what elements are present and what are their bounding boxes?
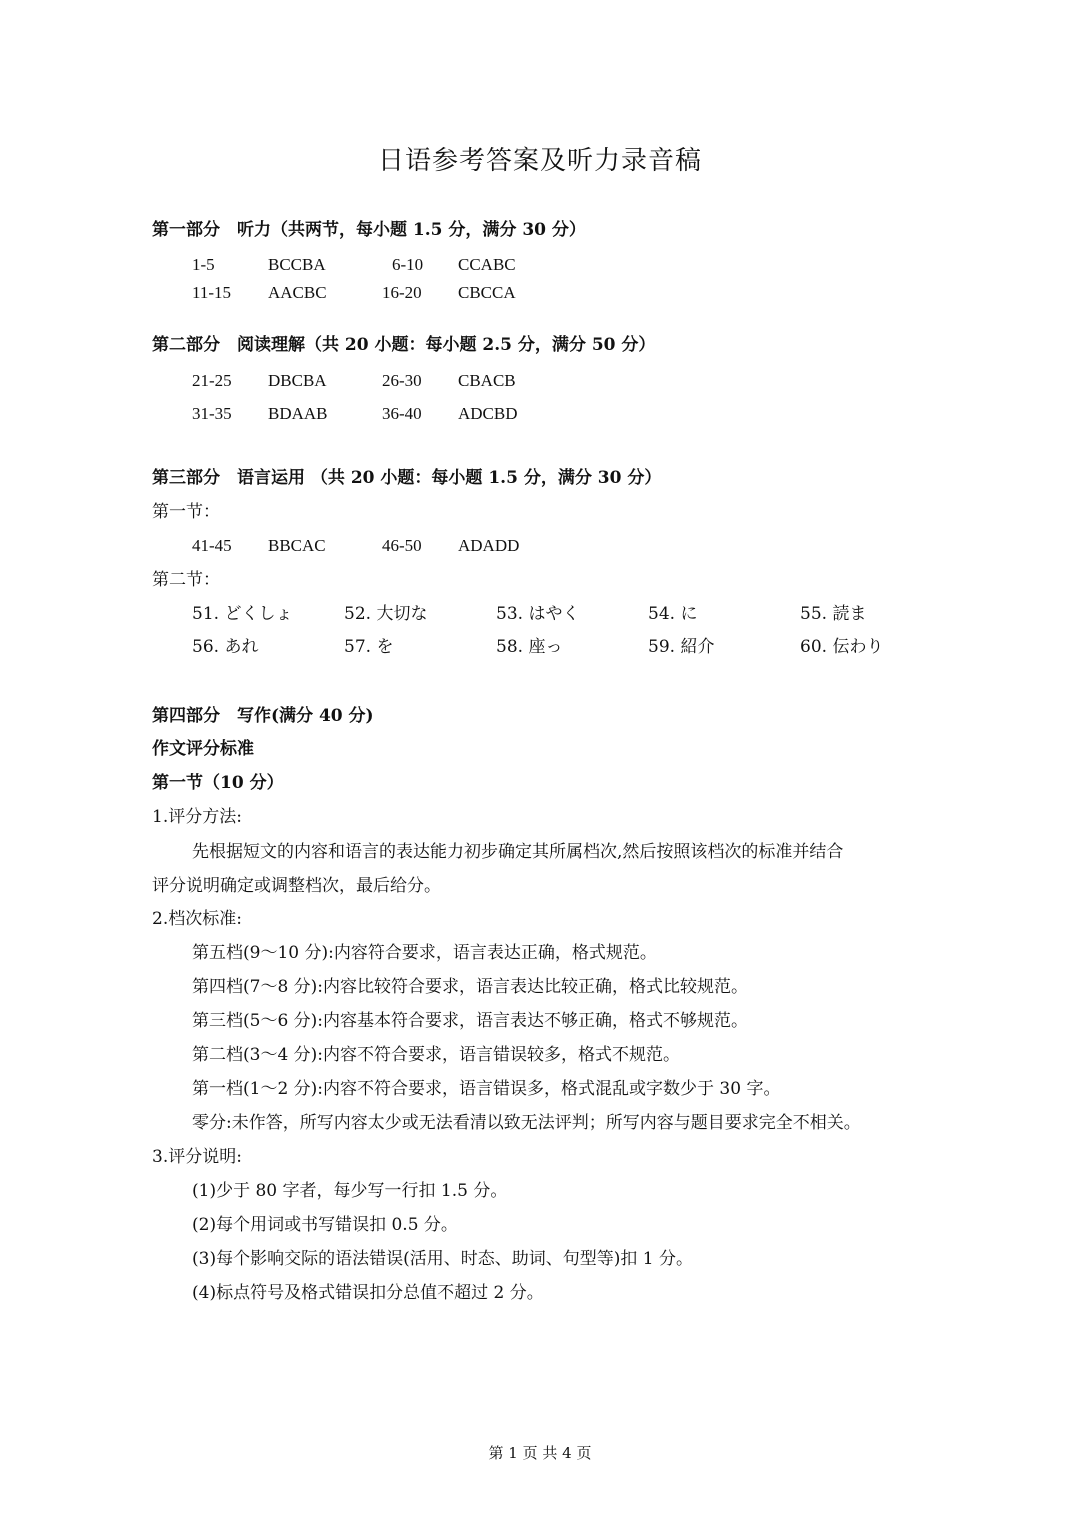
fill-answer: 53. はやく bbox=[496, 604, 580, 624]
method-label: 1.评分方法: bbox=[152, 807, 242, 827]
answer-value: ADADD bbox=[458, 536, 520, 555]
level-item: 第二档(3～4 分):内容不符合要求，语言错误较多，格式不规范。 bbox=[192, 1045, 681, 1065]
note-item: (2)每个用词或书写错误扣 0.5 分。 bbox=[192, 1215, 458, 1235]
answer-value: CCABC bbox=[458, 255, 516, 274]
fill-answer: 58. 座っ bbox=[496, 637, 563, 657]
fill-answer: 55. 読ま bbox=[800, 604, 867, 624]
page-title: 日语参考答案及听力录音稿 bbox=[377, 146, 702, 176]
fill-answer: 51. どくしょ bbox=[192, 604, 293, 624]
level-item: 第四档(7～8 分):内容比较符合要求，语言表达比较正确，格式比较规范。 bbox=[192, 977, 749, 997]
level-item: 零分:未作答，所写内容太少或无法看清以致无法评判；所写内容与题目要求完全不相关。 bbox=[192, 1113, 861, 1133]
answer-range: 21-25 bbox=[192, 371, 232, 390]
answer-range: 41-45 bbox=[192, 536, 232, 555]
answer-value: CBCCA bbox=[458, 283, 516, 302]
fill-answer: 59. 紹介 bbox=[648, 637, 715, 657]
answer-value: BDAAB bbox=[268, 404, 328, 423]
answer-value: AACBC bbox=[268, 283, 327, 302]
answer-range: 6-10 bbox=[392, 255, 424, 274]
level-item: 第五档(9～10 分):内容符合要求，语言表达正确，格式规范。 bbox=[192, 943, 657, 963]
method-text: 先根据短文的内容和语言的表达能力初步确定其所属档次,然后按照该档次的标准并结合 bbox=[192, 842, 844, 862]
answer-value: BCCBA bbox=[268, 255, 326, 274]
part4-heading: 第四部分 写作(满分 40 分) bbox=[152, 706, 374, 726]
answer-range: 16-20 bbox=[382, 283, 422, 302]
criteria-title: 作文评分标准 bbox=[152, 739, 254, 759]
answer-range: 36-40 bbox=[382, 404, 422, 423]
note-item: (4)标点符号及格式错误扣分总值不超过 2 分。 bbox=[192, 1283, 544, 1303]
section1-label: 第一节： bbox=[152, 502, 220, 522]
section2-label: 第二节： bbox=[152, 570, 220, 590]
section-title: 第一节（10 分） bbox=[152, 773, 284, 793]
note-item: (3)每个影响交际的语法错误(活用、时态、助词、句型等)扣 1 分。 bbox=[192, 1249, 693, 1269]
level-item: 第三档(5～6 分):内容基本符合要求，语言表达不够正确，格式不够规范。 bbox=[192, 1011, 749, 1031]
part2-heading: 第二部分 阅读理解（共 20 小题：每小题 2.5 分，满分 50 分） bbox=[152, 335, 656, 355]
answer-value: CBACB bbox=[458, 371, 516, 390]
fill-answer: 52. 大切な bbox=[344, 604, 428, 624]
part1-heading: 第一部分 听力（共两节，每小题 1.5 分，满分 30 分） bbox=[152, 220, 586, 240]
answer-range: 31-35 bbox=[192, 404, 232, 423]
part3-heading: 第三部分 语言运用 （共 20 小题：每小题 1.5 分，满分 30 分） bbox=[152, 468, 662, 488]
answer-value: BBCAC bbox=[268, 536, 326, 555]
fill-answer: 56. あれ bbox=[192, 637, 259, 657]
note-item: (1)少于 80 字者，每少写一行扣 1.5 分。 bbox=[192, 1181, 508, 1201]
fill-answer: 54. に bbox=[648, 604, 698, 624]
notes-label: 3.评分说明: bbox=[152, 1147, 242, 1167]
answer-value: ADCBD bbox=[458, 404, 518, 423]
page-number: 第 1 页 共 4 页 bbox=[488, 1444, 592, 1462]
levels-label: 2.档次标准: bbox=[152, 909, 242, 929]
answer-range: 1-5 bbox=[192, 255, 215, 274]
fill-answer: 57. を bbox=[344, 637, 394, 657]
answer-range: 11-15 bbox=[192, 283, 232, 302]
answer-value: DBCBA bbox=[268, 371, 327, 390]
answer-range: 46-50 bbox=[382, 536, 422, 555]
answer-range: 26-30 bbox=[382, 371, 422, 390]
level-item: 第一档(1～2 分):内容不符合要求，语言错误多，格式混乱或字数少于 30 字。 bbox=[192, 1079, 781, 1099]
method-text: 评分说明确定或调整档次，最后给分。 bbox=[152, 876, 441, 896]
fill-answer: 60. 伝わり bbox=[800, 637, 884, 657]
